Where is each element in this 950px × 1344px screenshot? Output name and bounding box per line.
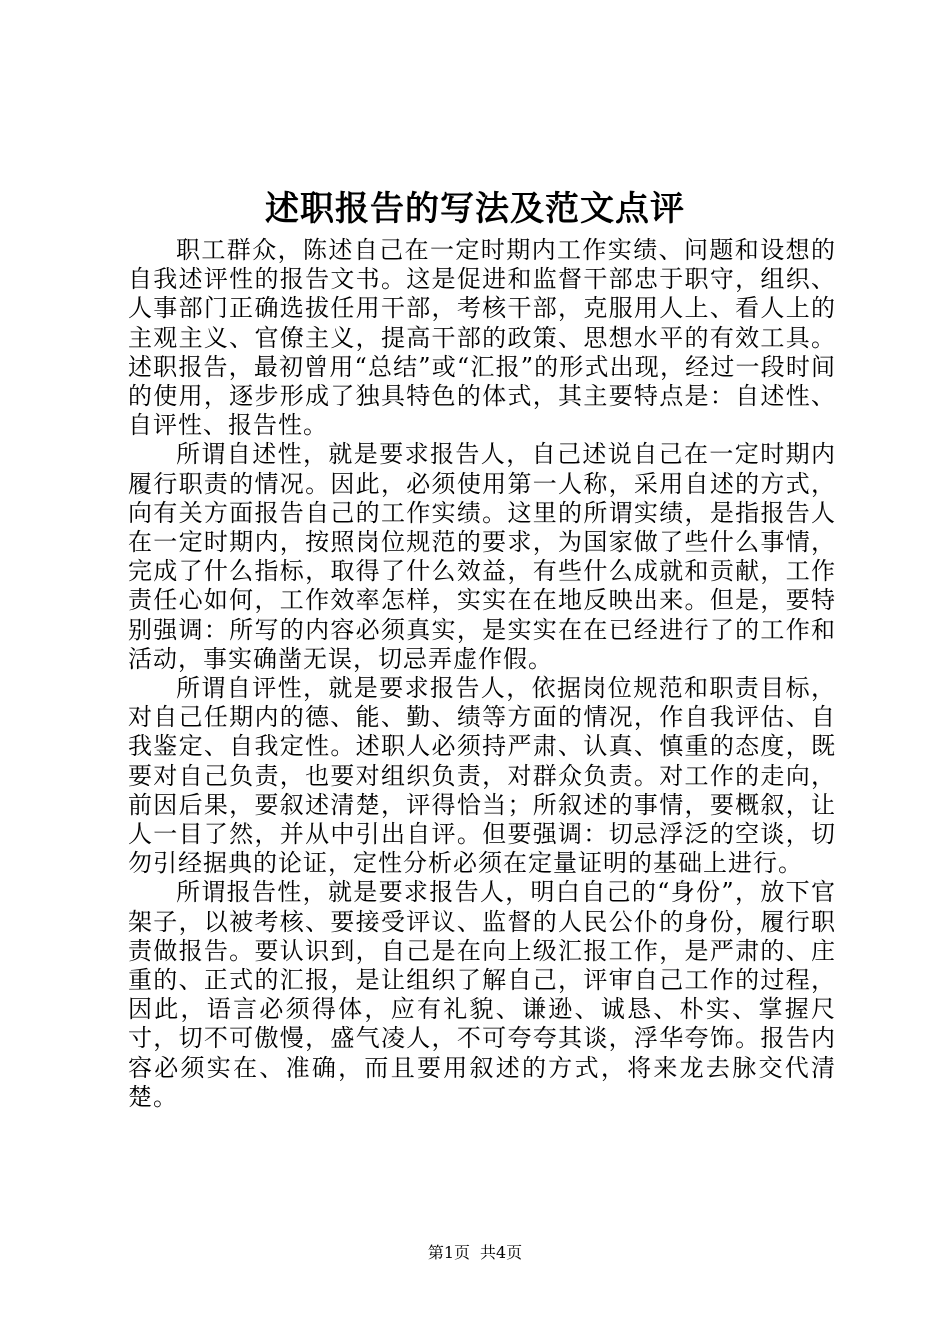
page-footer <box>0 1243 950 1263</box>
page-total: 共4页 <box>480 1243 523 1262</box>
paragraph-self-narration: 所谓自述性，就是要求报告人，自己述说自己在一定时期内履行职责的情况。因此，必须使用第一人称，采用自述的方式，向有关方面报告自己的工作实绩。这里的所谓实绩，是指报告人在一定时期内，按照岗位规范的要求，为国家做了些什么事情，完成了什么指标，取得了什么效益，有些什么成就和贡献，工作责任心如何，工作效率怎样，实实在在地反映出来。但是，要特别强调：所写的内容必须真实，是实实在在已经进行了的工作和活动，事实确凿无误，切忌弄虚作假。 <box>128 440 836 673</box>
page-number: 第1页 <box>427 1243 470 1262</box>
document-title: 述职报告的写法及范文点评 <box>265 189 685 229</box>
paragraph-intro: 职工群众，陈述自己在一定时期内工作实绩、问题和设想的自我述评性的报告文书。这是促进和监督干部忠于职守，组织、人事部门正确选拔任用干部，考核干部，克服用人上、看人上的主观主义、官僚主义，提高干部的政策、思想水平的有效工具。述职报告，最初曾用“总结”或“汇报”的形式出现，经过一段时间的使用，逐步形成了独具特色的体式，其主要特点是：自述性、自评性、报告性。 <box>128 236 836 440</box>
document-body <box>128 236 836 1112</box>
paragraph-self-evaluation: 所谓自评性，就是要求报告人，依据岗位规范和职责目标，对自己任期内的德、能、勤、绩等方面的情况，作自我评估、自我鉴定、自我定性。述职人必须持严肃、认真、慎重的态度，既要对自己负责，也要对组织负责，对群众负责。对工作的走向，前因后果，要叙述清楚，评得恰当；所叙述的事情，要概叙，让人一目了然，并从中引出自评。但要强调：切忌浮泛的空谈，切勿引经据典的论证，定性分析必须在定量证明的基础上进行。 <box>128 674 836 878</box>
paragraph-reporting: 所谓报告性，就是要求报告人，明白自己的“身份”，放下官架子，以被考核、要接受评议、监督的人民公仆的身份，履行职责做报告。要认识到，自己是在向上级汇报工作，是严肃的、庄重的、正式的汇报，是让组织了解自己，评审自己工作的过程，因此，语言必须得体，应有礼貌、谦逊、诚恳、朴实、掌握尺寸，切不可傲慢，盛气凌人，不可夸夸其谈，浮华夸饰。报告内容必须实在、准确，而且要用叙述的方式，将来龙去脉交代清楚。 <box>128 878 836 1111</box>
